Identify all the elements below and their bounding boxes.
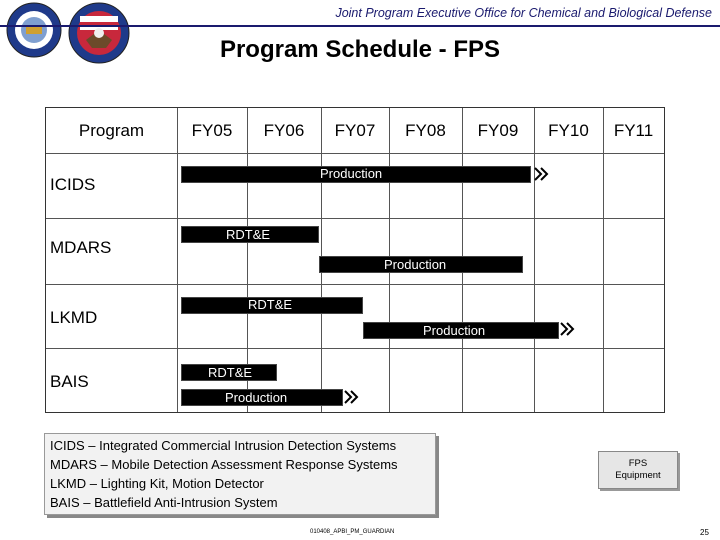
header-divider [0, 25, 720, 27]
row-divider [46, 348, 664, 349]
fps-box-line1: FPS [628, 458, 648, 469]
double-chevron-marker-icon [559, 321, 575, 337]
column-header-fy07: FY07 [334, 121, 376, 140]
row-divider [46, 153, 664, 154]
column-header-fy10: FY10 [548, 121, 589, 140]
legend-line-bais: BAIS – Battlefield Anti-Intrusion System [50, 495, 278, 510]
program-name-lkmd: LKMD [50, 308, 98, 327]
double-chevron-marker-icon [533, 166, 549, 182]
lkmd-rdte-label: RDT&E [248, 297, 293, 312]
program-name-mdars: MDARS [50, 238, 112, 257]
schedule-table [45, 107, 665, 413]
icids-production-label: Production [320, 166, 383, 181]
acronym-legend [44, 433, 436, 515]
column-header-fy11: FY11 [613, 121, 654, 140]
mdars-rdte-label: RDT&E [226, 227, 271, 242]
column-header-fy08: FY08 [405, 121, 446, 140]
column-header-fy05: FY05 [191, 121, 233, 140]
page-title: Program Schedule - FPS [219, 36, 501, 63]
fps-equipment-box [598, 451, 678, 489]
mdars-production-label: Production [384, 257, 447, 272]
row-divider [46, 284, 664, 285]
program-name-icids: ICIDS [50, 175, 96, 194]
legend-line-mdars: MDARS – Mobile Detection Assessment Response Systems [50, 457, 398, 472]
legend-line-icids: ICIDS – Integrated Commercial Intrusion Detection Systems [50, 438, 397, 453]
column-header-fy09: FY09 [477, 121, 519, 140]
lkmd-production-label: Production [423, 323, 486, 338]
row-divider [46, 218, 664, 219]
page-number: 25 [700, 528, 709, 537]
double-chevron-marker-icon [343, 389, 359, 405]
bais-production-label: Production [225, 390, 288, 405]
fps-box-line2: Equipment [615, 470, 661, 481]
legend-line-lkmd: LKMD – Lighting Kit, Motion Detector [50, 476, 264, 491]
file-reference: 010408_APBI_PM_GUARDIAN [310, 529, 395, 535]
column-header-program: Program [78, 121, 145, 140]
bais-rdte-label: RDT&E [208, 365, 253, 380]
org-title: Joint Program Executive Office for Chemical and Biological Defense [335, 6, 712, 20]
column-header-fy06: FY06 [263, 121, 305, 140]
program-name-bais: BAIS [50, 372, 89, 391]
